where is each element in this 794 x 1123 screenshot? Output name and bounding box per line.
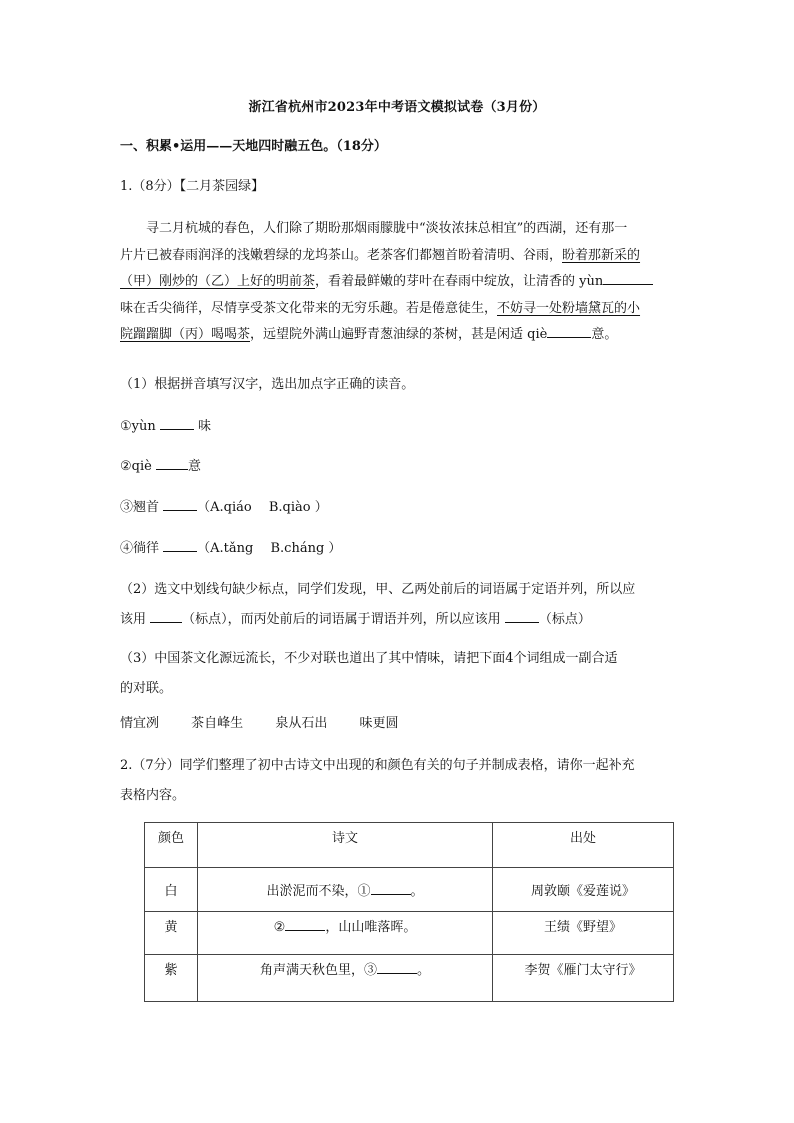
pinyin-item-4 bbox=[120, 539, 341, 558]
question-1-heading: 1.（8分）【二月茶园绿】 bbox=[120, 179, 265, 194]
item-options: （A.tǎng B.cháng ） bbox=[197, 541, 342, 556]
answer-blank[interactable] bbox=[377, 961, 417, 974]
pinyin-item-3 bbox=[120, 498, 328, 517]
poem-text: 出淤泥而不染，① bbox=[266, 884, 371, 899]
table-row bbox=[145, 955, 674, 1002]
question-text bbox=[120, 605, 676, 635]
question-text: （标点），而丙处前后的词语属于谓语并列，所以应该用 bbox=[182, 612, 501, 627]
pinyin-item-1 bbox=[120, 417, 211, 436]
passage-text: ，看着最鲜嫩的芽叶在春雨中绽放，让清香的 yùn bbox=[315, 274, 604, 289]
item-label: ③翘首 bbox=[120, 500, 160, 515]
sub-question-1: （1）根据拼音填写汉字，选出加点字正确的读音。 bbox=[120, 377, 415, 392]
question-text: 表格内容。 bbox=[120, 788, 186, 803]
answer-blank[interactable] bbox=[547, 325, 591, 338]
page-title: 浙江省杭州市2023年中考语文模拟试卷（3月份） bbox=[248, 100, 546, 115]
question-text: （2）选文中划线句缺少标点，同学们发现，甲、乙两处前后的词语属于定语并列，所以应 bbox=[120, 582, 636, 597]
passage-line bbox=[120, 216, 676, 243]
couplet-word-list bbox=[120, 715, 398, 733]
poem-text: ② bbox=[273, 920, 286, 935]
item-label: ②qiè bbox=[120, 459, 152, 474]
answer-blank[interactable] bbox=[163, 539, 197, 552]
item-options: （A.qiáo B.qiào ） bbox=[197, 500, 328, 515]
passage-text: 味在舌尖徜徉，尽情享受茶文化带来的无穷乐趣。若是倦意徒生， bbox=[120, 300, 498, 316]
poem-text: ，山山唯落晖。 bbox=[325, 920, 417, 935]
table-row bbox=[145, 912, 674, 955]
source-cell: 王绩《野望》 bbox=[493, 912, 674, 955]
poem-text: 角声满天秋色里，③ bbox=[259, 963, 377, 978]
color-cell: 白 bbox=[145, 868, 198, 912]
table-header: 诗文 bbox=[198, 823, 493, 868]
color-poetry-table bbox=[144, 822, 674, 1002]
item-text: 意 bbox=[187, 459, 201, 474]
answer-blank[interactable] bbox=[603, 272, 653, 285]
sub-question-3 bbox=[120, 644, 676, 704]
passage-text: ，远望院外满山遍野青葱油绿的茶树，甚是闲适 qiè bbox=[250, 327, 548, 342]
answer-blank[interactable] bbox=[156, 457, 188, 470]
passage-text: 寻二月杭城的春色，人们除了期盼那烟雨朦胧中“淡妆浓抹总相宜”的西湖，还有那一 bbox=[146, 221, 628, 236]
passage-text: 意。 bbox=[591, 327, 618, 342]
answer-blank[interactable] bbox=[160, 417, 194, 430]
item-label: ①yùn bbox=[120, 419, 156, 434]
answer-blank[interactable] bbox=[371, 882, 411, 895]
poem-cell bbox=[198, 912, 493, 955]
underlined-sentence: 盼着那新采的 bbox=[562, 247, 641, 263]
answer-blank[interactable] bbox=[150, 610, 182, 623]
color-cell: 紫 bbox=[145, 955, 198, 1002]
couplet-word: 茶自峰生 bbox=[191, 716, 244, 731]
question-text: （3）中国茶文化源远流长，不少对联也道出了其中情味，请把下面4个词组成一副合适 bbox=[120, 651, 618, 666]
passage-line bbox=[120, 269, 676, 296]
passage-line bbox=[120, 322, 676, 349]
passage-text: 片片已被春雨润泽的浅嫩碧绿的龙坞茶山。老茶客们都翘首盼着清明、谷雨， bbox=[120, 247, 563, 263]
sub-question-2 bbox=[120, 575, 676, 635]
answer-blank[interactable] bbox=[505, 610, 539, 623]
source-cell: 周敦颐《爱莲说》 bbox=[493, 868, 674, 912]
underlined-sentence: 院蹓蹓脚（丙）喝喝茶 bbox=[120, 327, 251, 342]
table-header-row bbox=[145, 823, 674, 868]
item-label: ④徜徉 bbox=[120, 541, 160, 556]
couplet-word: 味更圆 bbox=[359, 716, 399, 731]
underlined-sentence: （甲）刚炒的（乙）上好的明前茶 bbox=[120, 274, 316, 289]
passage-line bbox=[120, 243, 676, 270]
reading-passage bbox=[120, 216, 676, 349]
question-text: 2.（7分）同学们整理了初中古诗文中出现的和颜色有关的句子并制成表格，请你一起补充 bbox=[120, 758, 635, 773]
poem-text: 。 bbox=[410, 884, 424, 899]
color-cell: 黄 bbox=[145, 912, 198, 955]
underlined-sentence: 不妨寻一处粉墙黛瓦的小 bbox=[497, 300, 641, 316]
source-cell: 李贺《雁门太守行》 bbox=[493, 955, 674, 1002]
answer-blank[interactable] bbox=[285, 918, 325, 931]
poem-cell bbox=[198, 868, 493, 912]
section-heading: 一、积累•运用——天地四时融五色。（18分） bbox=[120, 139, 387, 154]
passage-line bbox=[120, 296, 676, 323]
poem-cell bbox=[198, 955, 493, 1002]
table-header: 颜色 bbox=[145, 823, 198, 868]
question-2 bbox=[120, 751, 676, 811]
poem-text: 。 bbox=[417, 963, 431, 978]
answer-blank[interactable] bbox=[163, 498, 197, 511]
item-text: 味 bbox=[198, 419, 212, 434]
couplet-word: 情宜冽 bbox=[120, 716, 160, 731]
question-text: 该用 bbox=[120, 612, 147, 627]
question-text: 的对联。 bbox=[120, 681, 173, 696]
question-text: （标点） bbox=[538, 612, 591, 627]
pinyin-item-2 bbox=[120, 457, 201, 476]
table-row bbox=[145, 868, 674, 912]
couplet-word: 泉从石出 bbox=[275, 716, 328, 731]
table-header: 出处 bbox=[493, 823, 674, 868]
